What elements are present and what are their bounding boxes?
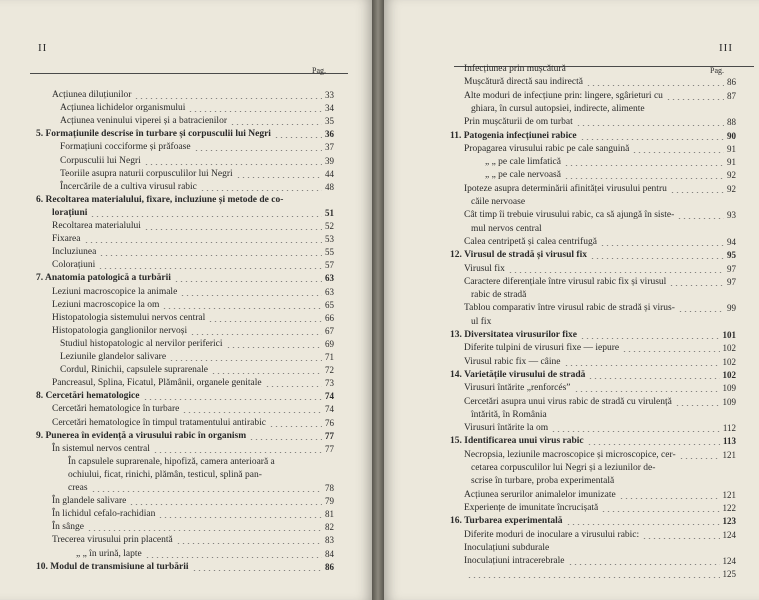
toc-entry-title: 10. Modul de transmisiune al turbării: [36, 561, 189, 572]
toc-entry-page: 67: [325, 325, 334, 336]
dot-leader: [675, 405, 720, 406]
toc-entry-title: Acțiunea lichidelor organismului: [60, 103, 186, 114]
toc-entry-page: 102: [722, 356, 736, 367]
toc-entry-title: Experiențe de imunitate încrucișată: [464, 502, 599, 513]
dot-leader: [182, 412, 322, 413]
toc-entry-title: Alte moduri de infecțiune prin: lingere, sgârieturi cu: [464, 90, 663, 101]
toc-entry-title: Virusuri întărite la om: [464, 423, 549, 434]
toc-entry: [464, 264, 736, 275]
toc-entry-title: Prin mușcăturii de om turbat: [464, 117, 573, 128]
toc-entry: [52, 522, 334, 533]
toc-entry-title: Corpusculii lui Negri: [60, 155, 141, 166]
toc-entry: [60, 116, 334, 127]
toc-entry: [464, 343, 736, 354]
toc-entry-title: Studiul histopatologic al nervilor periferici: [60, 338, 223, 349]
toc-entry-title: 5. Formațiunile descrise în turbare și corpusculii lui Negri: [36, 129, 271, 140]
dot-leader: [230, 124, 322, 125]
toc-entry-page: 95: [727, 250, 736, 261]
toc-entry: [471, 224, 736, 235]
toc-entry-title: Leziuni macroscopice la animale: [52, 286, 178, 297]
toc-entry-title: Cercetări asupra unui virus rabic de stradă cu virulență: [464, 396, 672, 407]
toc-entry: [464, 423, 736, 434]
toc-entry-page: 34: [325, 103, 334, 114]
dot-leader: [84, 242, 323, 243]
dot-leader: [176, 543, 322, 544]
toc-entry-title: 11. Patogenia infecțiunei rabice: [450, 130, 577, 141]
toc-entry: [52, 326, 334, 337]
toc-section-entry: [450, 516, 736, 527]
toc-entry: [464, 64, 736, 75]
toc-entry: [471, 104, 736, 115]
toc-entry: [471, 476, 736, 487]
dot-leader: [508, 272, 724, 273]
toc-entry-page: 53: [325, 234, 334, 245]
dot-leader: [87, 530, 322, 531]
dot-leader: [632, 152, 724, 153]
toc-entry-title: Acțiunea serurilor animalelor imunizate: [464, 489, 616, 500]
dot-leader: [586, 85, 724, 86]
toc-entry-page: 74: [325, 391, 334, 402]
toc-entry-title: lorațiuni: [52, 207, 88, 218]
toc-section-entry: [36, 391, 334, 402]
toc-entry: [485, 157, 736, 168]
right-page: [384, 0, 759, 600]
toc-entry-title: ghiara, în cursul autopsiei, indirecte, alimente: [471, 103, 645, 114]
toc-entry-page: 66: [325, 312, 334, 323]
toc-entry-page: 102: [722, 343, 736, 354]
toc-entry-page: 57: [325, 260, 334, 271]
dot-leader: [566, 524, 720, 525]
toc-entry-title: Histopatologia sistemului nervos central: [52, 312, 206, 323]
toc-section-entry: [52, 208, 334, 219]
toc-section-entry: [450, 131, 736, 142]
dot-leader: [169, 360, 322, 361]
toc-entry: [52, 444, 334, 455]
dot-leader: [678, 311, 724, 312]
toc-entry: [471, 317, 736, 328]
toc-entry-title: „ „ pe cale nervoasă: [485, 170, 561, 181]
toc-entry: [52, 90, 334, 101]
toc-section-entry: [450, 370, 736, 381]
toc-entry-title: Pancreasul, Splina, Ficatul, Plămânii, organele genitale: [52, 378, 262, 389]
toc-entry-page: 63: [325, 273, 334, 284]
toc-entry: [52, 287, 334, 298]
toc-entry-page: 102: [722, 369, 736, 380]
dot-leader: [669, 285, 724, 286]
dot-leader: [588, 378, 719, 379]
dot-leader: [574, 391, 720, 392]
toc-entry-page: 37: [325, 142, 334, 153]
page-number-roman: III: [719, 42, 733, 54]
toc-entry-title: Infecțiunea prin mușcătură: [464, 64, 566, 74]
toc-entry-page: 55: [325, 247, 334, 258]
toc-entry-title: Necropsia, leziunile macroscopice și microscopice, cer-: [464, 449, 676, 460]
toc-entry: [464, 210, 736, 221]
toc-entry-page: 48: [325, 181, 334, 192]
toc-entry: [464, 569, 736, 580]
toc-entry-title: În sistemul nervos central: [52, 443, 150, 454]
toc-entry-page: 77: [325, 443, 334, 454]
toc-entry-page: 86: [325, 561, 334, 572]
toc-entry-title: Inoculațiuni subdurale: [464, 542, 550, 553]
toc-entry-title: 16. Turbarea experimentală: [450, 516, 563, 527]
dot-leader: [265, 386, 322, 387]
dot-leader: [467, 577, 720, 578]
toc-entry: [464, 530, 736, 541]
dot-leader: [576, 125, 724, 126]
toc-section-entry: [36, 431, 334, 442]
toc-entry-page: 74: [325, 404, 334, 415]
dot-leader: [564, 165, 724, 166]
dot-leader: [144, 229, 322, 230]
page-column-label: Pag.: [312, 66, 326, 75]
dot-leader: [145, 557, 322, 558]
toc-entry-title: Diferite moduri de inoculare a virusului rabic:: [464, 529, 640, 540]
toc-entry-page: 91: [727, 157, 736, 168]
toc-entry-page: 92: [727, 170, 736, 181]
toc-entry-page: 88: [727, 117, 736, 128]
toc-entry-page: 39: [325, 155, 334, 166]
toc-entry-page: 94: [727, 236, 736, 247]
toc-entry-page: 63: [325, 286, 334, 297]
toc-entry-title: Virusuri întărite „renforcés”: [464, 383, 571, 394]
dot-leader: [211, 373, 322, 374]
dot-leader: [568, 564, 720, 565]
page-number-roman: II: [38, 42, 48, 54]
toc-entry-page: 81: [325, 509, 334, 520]
toc-section-entry: [450, 250, 736, 261]
toc-entry-page: 90: [727, 130, 736, 141]
toc-entry: [60, 182, 334, 193]
toc-entry: [485, 170, 736, 181]
dot-leader: [580, 139, 724, 140]
toc-entry-page: 82: [325, 522, 334, 533]
toc-entry: [464, 303, 736, 314]
toc-entry-title: Formațiuni cocciforme și prăfoase: [60, 142, 191, 153]
toc-entry: [464, 237, 736, 248]
toc-entry-title: întărită, în România: [471, 409, 547, 420]
toc-entry-title: Acțiunea diluțiunilor: [52, 90, 132, 100]
toc-entry-page: 86: [727, 77, 736, 88]
dot-leader: [91, 491, 322, 492]
toc-section-entry: [36, 562, 334, 573]
toc-entry: [471, 463, 736, 474]
toc-entry-title: 13. Diversitatea virusurilor fixe: [450, 330, 577, 340]
toc-entry-page: 79: [325, 496, 334, 507]
toc-entry-title: „ „ pe cale limfatică: [485, 157, 561, 168]
dot-leader: [134, 98, 322, 99]
toc-entry-title: ul fix: [471, 316, 492, 327]
dot-leader: [670, 192, 724, 193]
toc-entry-title: „ „ în urină, lapte: [76, 548, 142, 559]
toc-entry-page: 71: [325, 352, 334, 362]
toc-entry-page: 124: [722, 556, 736, 567]
page-column-label: Pag.: [710, 66, 724, 75]
toc-entry: [52, 260, 334, 271]
dot-leader: [188, 111, 322, 112]
dot-leader: [208, 321, 322, 322]
toc-entry-title: Caractere diferențiale între virusul rabic fix și virusul: [464, 276, 667, 287]
toc-entry-title: rabic de stradă: [471, 290, 527, 301]
toc-entry: [60, 352, 334, 363]
toc-entry-page: 93: [727, 210, 736, 221]
dot-leader: [162, 308, 322, 309]
toc-entry-title: Propagarea virusului rabic pe cale sanguină: [464, 143, 630, 154]
toc-entry-page: 52: [325, 221, 334, 231]
toc-entry-page: 97: [727, 263, 736, 274]
toc-entry-title: Trecerea virusului prin placentă: [52, 535, 173, 546]
dot-leader: [619, 498, 720, 499]
toc-entry-title: Cercetări hematologice în timpul tratamentului antirabic: [52, 417, 266, 428]
toc-entry: [52, 234, 334, 245]
dot-leader: [192, 570, 322, 571]
dot-leader: [190, 334, 322, 335]
dot-leader: [564, 365, 720, 366]
toc-entry-page: 72: [325, 365, 334, 376]
toc-entry-page: 122: [722, 502, 736, 513]
toc-entry-page: 112: [722, 423, 736, 434]
toc-entry-title: Inoculațiuni intracerebrale: [464, 556, 565, 567]
toc-entry-page: 124: [722, 529, 736, 540]
toc-entry-title: Leziunile glandelor salivare: [60, 352, 167, 362]
toc-entry-title: 8. Cercetări hematologice: [36, 391, 140, 402]
toc-entry: [60, 169, 334, 180]
toc-entry-title: scrise în turbare, proba experimentală: [471, 476, 615, 487]
toc-entry-title: Leziuni macroscopice la om: [52, 299, 160, 310]
toc-entry: [60, 156, 334, 167]
toc-entry: [464, 184, 736, 195]
toc-entry-page: 36: [325, 129, 334, 140]
toc-entry-page: 121: [722, 489, 736, 500]
toc-entry-title: Cât timp îi trebuie virusului rabic, ca să ajungă în siste-: [464, 210, 675, 221]
toc-entry-title: Încercările de a cultiva virusul rabic: [60, 181, 197, 192]
toc-entry-title: 12. Virusul de stradă și virusul fix: [450, 250, 587, 261]
toc-entry-page: 123: [722, 516, 736, 527]
dot-leader: [158, 517, 322, 518]
toc-entry-title: Ipoteze asupra determinării afinităței virusului pentru: [464, 183, 667, 194]
dot-leader: [90, 216, 322, 217]
dot-leader: [129, 504, 322, 505]
toc-entry-title: În capsulele suprarenale, hipofiză, camera anterioară a: [68, 456, 275, 467]
toc-entry-page: 83: [325, 535, 334, 546]
toc-entry: [52, 418, 334, 429]
toc-section-entry: [36, 129, 334, 140]
toc-entry: [471, 410, 736, 421]
toc-entry: [471, 290, 736, 301]
toc-entry: [52, 535, 334, 546]
toc-entry-page: 33: [325, 90, 334, 100]
dot-leader: [144, 164, 322, 165]
toc-entry: [52, 378, 334, 389]
toc-entry-title: Acțiunea veninului viperei și a batracienilor: [60, 116, 227, 127]
toc-entry: [464, 543, 736, 554]
dot-leader: [601, 511, 719, 512]
dot-leader: [226, 347, 322, 348]
toc-entry: [52, 313, 334, 324]
toc-section-entry: [36, 195, 334, 206]
header-rule: [30, 73, 348, 74]
toc-entry-title: ochiului, ficat, rinichi, plămân, testicul, splină pan-: [68, 469, 262, 480]
toc-entry-title: Mușcătură directă sau indirectă: [464, 77, 583, 88]
toc-entry: [471, 197, 736, 208]
dot-leader: [200, 190, 322, 191]
toc-entry: [60, 103, 334, 114]
dot-leader: [622, 351, 719, 352]
book-gutter: [372, 0, 384, 600]
toc-entry-page: 87: [727, 90, 736, 101]
toc-entry-page: 78: [325, 483, 334, 493]
toc-entry-page: 51: [325, 207, 334, 218]
toc-entry-page: 97: [727, 276, 736, 287]
toc-entry-page: 101: [722, 330, 736, 340]
toc-entry: [52, 404, 334, 415]
toc-entry: [52, 496, 334, 507]
toc-entry: [464, 117, 736, 128]
toc-entry: [68, 457, 334, 468]
toc-entry-page: 65: [325, 299, 334, 310]
toc-entry: [464, 503, 736, 514]
toc-entry-title: În glandele salivare: [52, 496, 127, 507]
toc-entry-title: În lichidul cefalo-rachidian: [52, 509, 156, 520]
toc-entry-page: 109: [722, 396, 736, 407]
toc-entry-page: 76: [325, 417, 334, 428]
toc-entry: [464, 450, 736, 461]
toc-entry-page: 109: [722, 383, 736, 394]
toc-entry-page: 91: [727, 143, 736, 154]
toc-entry: [68, 483, 334, 494]
toc-entry-title: Virusul rabic fix — câine: [464, 356, 561, 367]
toc-entry-page: 84: [325, 548, 334, 559]
toc-entry-page: 44: [325, 168, 334, 179]
toc-entry: [60, 142, 334, 153]
toc-section-entry: [450, 330, 736, 341]
toc-entry-title: Cercetări hematologice în turbare: [52, 404, 180, 415]
dot-leader: [600, 245, 724, 246]
toc-entry-title: 7. Anatomia patologică a turbării: [36, 273, 171, 284]
toc-entry: [464, 277, 736, 288]
dot-leader: [666, 99, 724, 100]
toc-entry: [464, 383, 736, 394]
toc-entry-title: căile nervoase: [471, 197, 526, 207]
toc-entry: [68, 470, 334, 481]
toc-entry-title: 9. Punerea în evidență a virusului rabic în organism: [36, 430, 247, 441]
toc-entry-title: 14. Varietățile virusului de stradă: [450, 369, 586, 380]
toc-entry: [464, 556, 736, 567]
toc-entry-title: creas: [68, 483, 88, 493]
toc-entry: [464, 357, 736, 368]
dot-leader: [98, 268, 322, 269]
toc-entry-title: Cordul, Rinichii, capsulele suprarenale: [60, 365, 208, 376]
toc-entry-page: 69: [325, 338, 334, 349]
dot-leader: [194, 150, 322, 151]
toc-entry: [60, 339, 334, 350]
toc-entry: [52, 300, 334, 311]
toc-entry: [52, 247, 334, 258]
toc-entry-title: Incluziunea: [52, 247, 97, 258]
toc-entry-page: 121: [722, 449, 736, 460]
toc-section-entry: [36, 273, 334, 284]
dot-leader: [174, 281, 322, 282]
toc-entry-title: Colorațiuni: [52, 260, 96, 271]
dot-leader: [99, 255, 322, 256]
dot-leader: [677, 218, 724, 219]
toc-entry-title: În sânge: [52, 522, 84, 533]
dot-leader: [143, 399, 323, 400]
dot-leader: [564, 178, 724, 179]
toc-entry-page: 35: [325, 116, 334, 127]
toc-entry: [464, 144, 736, 155]
toc-entry-title: Diferite tulpini de virusuri fixe — iepure: [464, 343, 620, 354]
dot-leader: [249, 439, 322, 440]
toc-entry: [76, 549, 334, 560]
dot-leader: [269, 426, 322, 427]
toc-entry: [464, 77, 736, 88]
toc-entry-page: 77: [325, 430, 334, 441]
toc-entry-title: Recoltarea materialului: [52, 221, 141, 231]
toc-entry-page: 113: [722, 436, 736, 447]
toc-entry-page: 73: [325, 378, 334, 389]
dot-leader: [590, 258, 724, 259]
dot-leader: [642, 538, 719, 539]
toc-entry-title: Calea centripetă și calea centrifugă: [464, 236, 597, 247]
dot-leader: [580, 338, 720, 339]
toc-entry: [52, 221, 334, 232]
toc-entry: [464, 490, 736, 501]
toc-entry-title: 15. Identificarea unui virus rabic: [450, 436, 584, 447]
toc-entry-title: 6. Recoltarea materialului, fixare, incluziune și metode de co-: [36, 194, 284, 205]
dot-leader: [587, 444, 720, 445]
toc-entry-title: Virusul fix: [464, 263, 505, 274]
dot-leader: [236, 177, 322, 178]
toc-entry-title: Fixarea: [52, 234, 81, 245]
toc-entry-page: 92: [727, 183, 736, 194]
toc-entry-title: mul nervos central: [471, 223, 542, 234]
left-page: [0, 0, 372, 600]
dot-leader: [153, 452, 322, 453]
dot-leader: [679, 458, 720, 459]
dot-leader: [551, 431, 720, 432]
toc-section-entry: [450, 436, 736, 447]
toc-entry: [464, 91, 736, 102]
toc-entry-page: 99: [727, 303, 736, 314]
toc-entry: [60, 365, 334, 376]
toc-entry-title: cetarea corpusculilor lui Negri și a leziunilor de-: [471, 463, 656, 473]
dot-leader: [180, 295, 322, 296]
toc-entry-title: Histopatologia ganglionilor nervoși: [52, 325, 188, 336]
toc-entry: [52, 509, 334, 520]
toc-entry: [464, 397, 736, 408]
dot-leader: [274, 137, 322, 138]
toc-entry-title: Teoriile asupra naturii corpusculilor lui Negri: [60, 168, 233, 179]
toc-entry-page: 125: [722, 569, 736, 580]
toc-entry-title: Tablou comparativ între virusul rabic de stradă și virus-: [464, 303, 675, 314]
